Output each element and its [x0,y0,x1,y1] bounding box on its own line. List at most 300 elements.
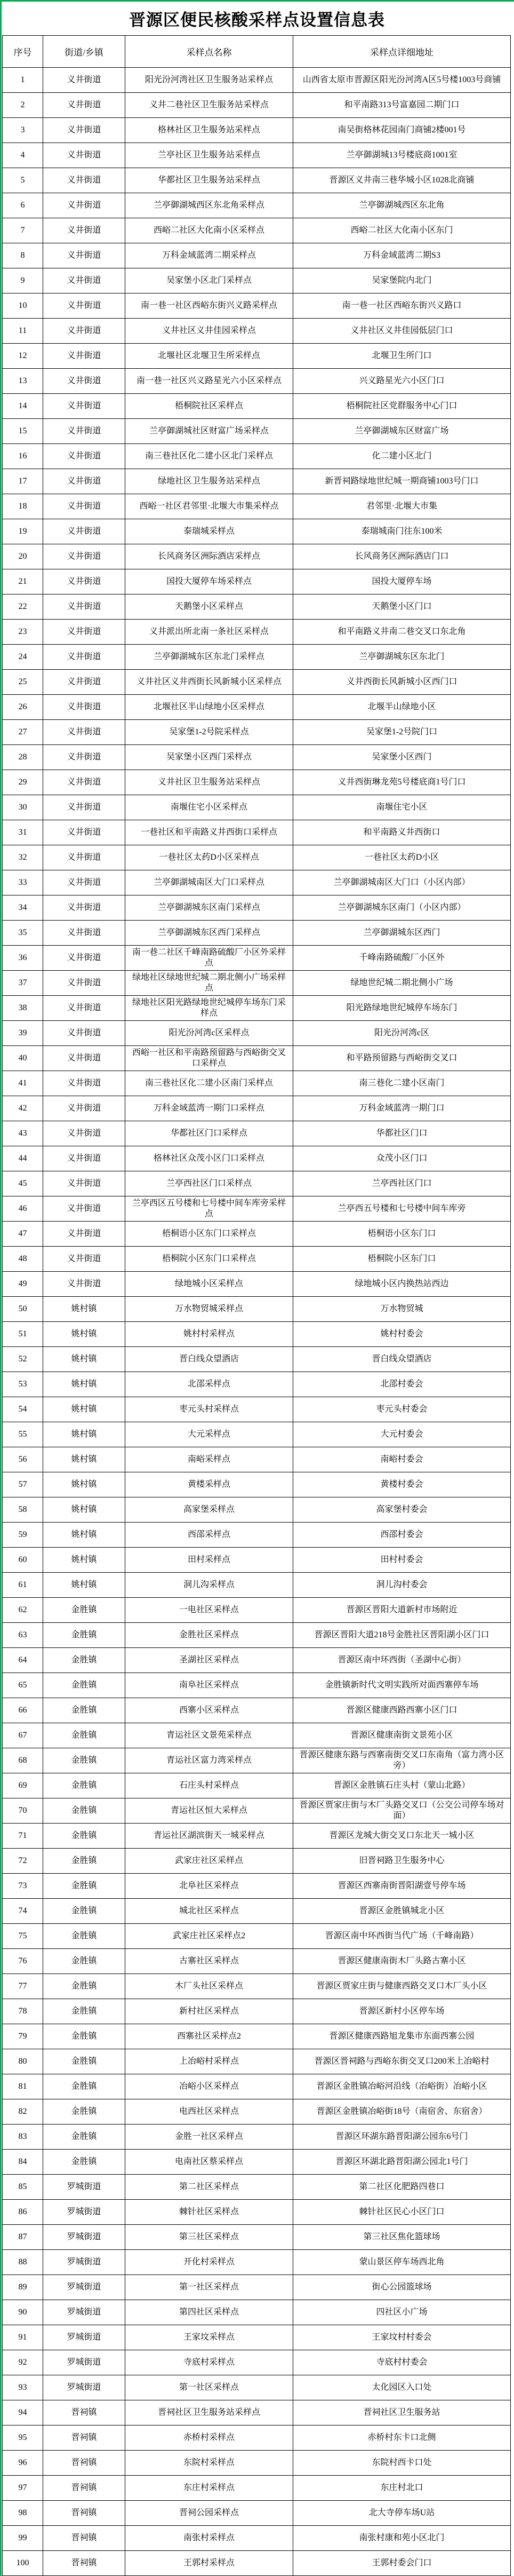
row-number-cell: 33 [3,870,43,895]
row-number-cell: 22 [3,595,43,620]
street-town-cell: 义井街道 [43,544,125,569]
street-town-cell: 义井街道 [43,845,125,870]
table-row [3,1372,511,1397]
row-number-cell: 3 [3,118,43,143]
row-number-cell: 65 [3,1673,43,1698]
table-row [3,820,511,845]
table-row [3,2476,511,2501]
site-name-cell: 万科金域蓝湾二期采样点 [125,243,293,268]
site-name-cell: 北堰社区半山绿地小区采样点 [125,695,293,720]
street-town-cell: 义井街道 [43,344,125,369]
site-address-cell: 万科金域蓝湾一期门口 [293,1096,511,1121]
street-town-cell: 金胜镇 [43,1673,125,1698]
row-number-cell: 44 [3,1146,43,1171]
row-number-cell: 68 [3,1748,43,1773]
street-town-cell: 姚村镇 [43,1372,125,1397]
street-town-cell: 义井街道 [43,1046,125,1071]
site-name-cell: 南张村采样点 [125,2526,293,2551]
site-address-cell: 山西省太原市晋源区阳光汾河湾A区5号楼1003号商铺 [293,68,511,93]
row-number-cell: 28 [3,745,43,770]
street-town-cell: 金胜镇 [43,1698,125,1723]
row-number-cell: 30 [3,795,43,820]
row-number-cell: 45 [3,1171,43,1196]
table-row [3,1548,511,1573]
site-name-cell: 北邵采样点 [125,1372,293,1397]
site-name-cell: 西峪一社区和平南路预留路与西峪街交叉口采样点 [125,1046,293,1071]
site-name-cell: 新村社区采样点 [125,1999,293,2024]
street-town-cell: 义井街道 [43,444,125,469]
street-town-cell: 罗城街道 [43,2375,125,2400]
table-row [3,1748,511,1773]
table-row [3,2350,511,2375]
table-row [3,1999,511,2024]
row-number-cell: 82 [3,2099,43,2125]
street-town-cell: 金胜镇 [43,1648,125,1673]
table-row [3,419,511,444]
site-address-cell: 天鹅堡小区门口 [293,595,511,620]
row-number-cell: 17 [3,469,43,494]
site-address-cell: 兰亭御湖城东区财富广场 [293,419,511,444]
row-number-cell: 83 [3,2125,43,2150]
site-name-cell: 一巷社区太药D小区采样点 [125,845,293,870]
street-town-cell: 罗城街道 [43,2200,125,2225]
row-number-cell: 8 [3,243,43,268]
site-address-cell: 晋源区环湖东路晋阳湖公园东6号门 [293,2125,511,2150]
row-number-cell: 58 [3,1497,43,1523]
street-town-cell: 金胜镇 [43,2074,125,2099]
site-name-cell: 兰亭御湖城西区东北角采样点 [125,193,293,218]
street-town-cell: 姚村镇 [43,1297,125,1322]
row-number-cell: 94 [3,2400,43,2426]
table-row [3,243,511,268]
site-address-cell: 众茂小区门口 [293,1146,511,1171]
site-address-cell: 晋白线众望酒店 [293,1347,511,1372]
site-name-cell: 西峪二社区大化南小区采样点 [125,218,293,243]
site-name-cell: 兰亭御湖城南区大门口采样点 [125,870,293,895]
site-name-cell: 义井二巷社区卫生服务站采样点 [125,93,293,118]
row-number-cell: 80 [3,2049,43,2074]
site-address-cell: 西峪二社区大化南小区东门 [293,218,511,243]
row-number-cell: 34 [3,895,43,921]
site-address-cell: 和平南路义井南二巷交叉口东北角 [293,620,511,645]
street-town-cell: 罗城街道 [43,2225,125,2250]
site-name-cell: 南一巷二社区千峰南路硫酸厂小区外采样点 [125,946,293,971]
site-name-cell: 长风商务区洲际酒店采样点 [125,544,293,569]
site-name-cell: 梧桐院社区采样点 [125,394,293,419]
site-address-cell: 梧桐院小区东门口 [293,1247,511,1272]
street-town-cell: 义井街道 [43,369,125,394]
site-name-cell: 棘针社区采样点 [125,2200,293,2225]
table-row [3,519,511,544]
street-town-cell: 姚村镇 [43,1523,125,1548]
street-town-cell: 姚村镇 [43,1422,125,1447]
row-number-cell: 20 [3,544,43,569]
table-row [3,1698,511,1723]
site-address-cell: 姚村村委会 [293,1322,511,1347]
site-address-cell: 大元村委会 [293,1422,511,1447]
row-number-cell: 21 [3,569,43,595]
table-row [3,1046,511,1071]
street-town-cell: 金胜镇 [43,1798,125,1824]
row-number-cell: 14 [3,394,43,419]
site-name-cell: 古寨社区采样点 [125,1949,293,1974]
site-address-cell: 万科金域蓝湾二期S3 [293,243,511,268]
row-number-cell: 72 [3,1849,43,1874]
table-row [3,294,511,319]
street-town-cell: 义井街道 [43,294,125,319]
row-number-cell: 67 [3,1723,43,1748]
site-name-cell: 晋祠社区卫生服务站采样点 [125,2400,293,2426]
site-name-cell: 王郭村采样点 [125,2551,293,2576]
site-address-cell: 北邵村委会 [293,1372,511,1397]
street-town-cell: 金胜镇 [43,1623,125,1648]
site-address-cell: 晋源区健康西路西寨小区门口 [293,1698,511,1723]
row-number-cell: 41 [3,1071,43,1096]
table-row [3,143,511,168]
row-number-cell: 52 [3,1347,43,1372]
street-town-cell: 金胜镇 [43,1924,125,1949]
site-name-cell: 电西社区采样点 [125,2099,293,2125]
row-number-cell: 66 [3,1698,43,1723]
site-name-cell: 北堰社区北堰卫生所采样点 [125,344,293,369]
page-title: 晋源区便民核酸采样点设置信息表 [129,11,385,29]
table-row [3,1297,511,1322]
table-row [3,2526,511,2551]
site-address-cell: 兰亭御湖城13号楼底商1001室 [293,143,511,168]
site-name-cell: 武家庄社区采样点 [125,1849,293,1874]
site-name-cell: 洞儿沟采样点 [125,1573,293,1598]
site-address-cell: 晋源区新村小区停车场 [293,1999,511,2024]
row-number-cell: 62 [3,1598,43,1623]
table-row [3,1322,511,1347]
row-number-cell: 2 [3,93,43,118]
table-row [3,1347,511,1372]
row-number-cell: 7 [3,218,43,243]
site-name-cell: 青运社区富力湾采样点 [125,1748,293,1773]
site-name-cell: 义井社区义井西街长风新城小区采样点 [125,670,293,695]
row-number-cell: 37 [3,971,43,996]
site-name-cell: 赤桥村采样点 [125,2426,293,2451]
row-number-cell: 95 [3,2426,43,2451]
site-address-cell: 枣元头村委会 [293,1397,511,1422]
table-row [3,544,511,569]
site-address-cell: 晋源区贾家庄街与健康西路交叉口木厂头小区 [293,1974,511,1999]
site-name-cell: 姚村村采样点 [125,1322,293,1347]
street-town-cell: 义井街道 [43,645,125,670]
street-town-cell: 义井街道 [43,193,125,218]
street-town-cell: 义井街道 [43,921,125,946]
row-number-cell: 86 [3,2200,43,2225]
table-row [3,1397,511,1422]
site-address-cell: 晋源区金胜镇冶峪街18号（南宿舍、东宿舍） [293,2099,511,2125]
site-address-cell: 南峪村委会 [293,1447,511,1472]
row-number-cell: 36 [3,946,43,971]
table-row [3,1874,511,1899]
site-name-cell: 城北社区采样点 [125,1899,293,1924]
site-name-cell: 兰亭御湖城东区西门采样点 [125,921,293,946]
street-town-cell: 义井街道 [43,1021,125,1046]
table-row [3,268,511,294]
row-number-cell: 96 [3,2451,43,2476]
site-address-cell: 吴家堡院内北门 [293,268,511,294]
site-address-cell: 街心公园篮球场 [293,2275,511,2300]
row-number-cell: 38 [3,996,43,1021]
row-number-cell: 32 [3,845,43,870]
site-address-cell: 金胜镇新时代文明实践所对面西寨停车场 [293,1673,511,1698]
row-number-cell: 64 [3,1648,43,1673]
table-row [3,895,511,921]
green-edge-top [0,0,514,2]
street-town-cell: 姚村镇 [43,1472,125,1497]
street-town-cell: 罗城街道 [43,2275,125,2300]
site-name-cell: 绿地城小区采样点 [125,1272,293,1297]
street-town-cell: 义井街道 [43,870,125,895]
street-town-cell: 金胜镇 [43,1723,125,1748]
site-address-cell: 兴义路星光六小区门口 [293,369,511,394]
street-town-cell: 姚村镇 [43,1322,125,1347]
table-row [3,1146,511,1171]
site-name-cell: 大元采样点 [125,1422,293,1447]
row-number-cell: 98 [3,2501,43,2526]
table-row [3,2074,511,2099]
street-town-cell: 义井街道 [43,218,125,243]
street-town-cell: 义井街道 [43,68,125,93]
table-row [3,1096,511,1121]
table-row [3,620,511,645]
site-address-cell: 晋源区金胜镇城北小区 [293,1899,511,1924]
street-town-cell: 姚村镇 [43,1548,125,1573]
row-number-cell: 10 [3,294,43,319]
street-town-cell: 义井街道 [43,1096,125,1121]
site-address-cell: 第二社区化肥路四巷口 [293,2175,511,2200]
table-row [3,1598,511,1623]
site-name-cell: 一电社区采样点 [125,1598,293,1623]
row-number-cell: 13 [3,369,43,394]
street-town-cell: 晋祠镇 [43,2451,125,2476]
street-town-cell: 义井街道 [43,971,125,996]
site-address-cell: 东院村西卡口处 [293,2451,511,2476]
row-number-cell: 75 [3,1924,43,1949]
row-number-cell: 91 [3,2325,43,2350]
site-name-cell: 华都社区门口采样点 [125,1121,293,1146]
table-header [3,36,511,68]
table-row [3,1573,511,1598]
row-number-cell: 74 [3,1899,43,1924]
street-town-cell: 金胜镇 [43,1899,125,1924]
site-address-cell: 义井西街长风新城小区西门口 [293,670,511,695]
site-address-cell: 晋源区环湖北路晋阳湖公园北1号门 [293,2150,511,2175]
site-address-cell: 晋源区西寨南街晋阳湖壹号停车场 [293,1874,511,1899]
table-row [3,2426,511,2451]
site-address-cell: 义井西街琳龙苑5号楼底商1号门口 [293,770,511,795]
street-town-cell: 义井街道 [43,795,125,820]
site-name-cell: 兰亭社区卫生服务站采样点 [125,143,293,168]
street-town-cell: 金胜镇 [43,1773,125,1798]
site-address-cell: 兰亭西社区门口 [293,1171,511,1196]
site-address-cell: 南一巷一社区西峪东街兴义路口 [293,294,511,319]
table-row [3,2024,511,2049]
site-name-cell: 格林社区卫生服务站采样点 [125,118,293,143]
site-name-cell: 国投大厦停车场采样点 [125,569,293,595]
sampling-points-table [2,35,511,2576]
row-number-cell: 100 [3,2551,43,2576]
street-town-cell: 金胜镇 [43,2125,125,2150]
street-town-cell: 义井街道 [43,319,125,344]
table-row [3,1447,511,1472]
site-address-cell: 洞儿沟村委会 [293,1573,511,1598]
table-row [3,745,511,770]
street-town-cell: 晋祠镇 [43,2551,125,2576]
street-town-cell: 义井街道 [43,620,125,645]
site-name-cell: 义井派出所北南一条社区采样点 [125,620,293,645]
street-town-cell: 金胜镇 [43,1974,125,1999]
site-name-cell: 第三社区采样点 [125,2225,293,2250]
site-name-cell: 吴家堡1-2号院采样点 [125,720,293,745]
street-town-cell: 晋祠镇 [43,2400,125,2426]
street-town-cell: 义井街道 [43,394,125,419]
site-address-cell: 四社区小广场 [293,2300,511,2325]
site-address-cell: 和平路预留路与西峪街交叉口 [293,1046,511,1071]
table-row [3,494,511,519]
table-row [3,1472,511,1497]
site-address-cell: 晋源区金胜镇冶峪河沿线（冶峪街）冶峪小区 [293,2074,511,2099]
row-number-cell: 9 [3,268,43,294]
row-number-cell: 49 [3,1272,43,1297]
row-number-cell: 24 [3,645,43,670]
site-address-cell: 泰瑞城南门往东100米 [293,519,511,544]
table-row [3,469,511,494]
column-header-index: 序号 [3,36,43,68]
row-number-cell: 92 [3,2350,43,2375]
table-row [3,1924,511,1949]
site-address-cell: 和平南路义井西街口 [293,820,511,845]
site-name-cell: 兰亭西区五号楼和七号楼中间车库旁采样点 [125,1196,293,1222]
site-address-cell: 高家堡村委会 [293,1497,511,1523]
site-address-cell: 晋祠社区卫生服务站 [293,2400,511,2426]
street-town-cell: 姚村镇 [43,1447,125,1472]
site-name-cell: 兰亭西社区门口采样点 [125,1171,293,1196]
row-number-cell: 11 [3,319,43,344]
row-number-cell: 59 [3,1523,43,1548]
table-row [3,93,511,118]
row-number-cell: 84 [3,2150,43,2175]
row-number-cell: 1 [3,68,43,93]
row-number-cell: 71 [3,1824,43,1849]
table-row [3,193,511,218]
site-name-cell: 高家堡采样点 [125,1497,293,1523]
site-name-cell: 梧桐语小区东门口采样点 [125,1222,293,1247]
site-name-cell: 武家庄社区采样点2 [125,1924,293,1949]
row-number-cell: 87 [3,2225,43,2250]
row-number-cell: 97 [3,2476,43,2501]
table-row [3,870,511,895]
site-address-cell: 化二建小区北门 [293,444,511,469]
table-row [3,118,511,143]
street-town-cell: 金胜镇 [43,1849,125,1874]
row-number-cell: 90 [3,2300,43,2325]
site-name-cell: 南堰住宅小区采样点 [125,795,293,820]
table-row [3,1648,511,1673]
site-address-cell: 第三社区焦化篮球场 [293,2225,511,2250]
row-number-cell: 93 [3,2375,43,2400]
table-row [3,2099,511,2125]
site-name-cell: 万科金域蓝湾一期门口采样点 [125,1096,293,1121]
column-header-street-town: 街道/乡镇 [43,36,125,68]
street-town-cell: 义井街道 [43,93,125,118]
site-name-cell: 东院村采样点 [125,2451,293,2476]
site-address-cell: 南张村康和苑小区北门 [293,2526,511,2551]
street-town-cell: 金胜镇 [43,2150,125,2175]
site-name-cell: 南阜社区采样点 [125,1673,293,1698]
street-town-cell: 义井街道 [43,1247,125,1272]
table-row [3,444,511,469]
site-address-cell: 绿地世纪城二期北侧小广场 [293,971,511,996]
row-number-cell: 81 [3,2074,43,2099]
table-row [3,68,511,93]
street-town-cell: 义井街道 [43,494,125,519]
site-address-cell: 王郭村委会门口 [293,2551,511,2576]
site-name-cell: 天鹅堡小区采样点 [125,595,293,620]
table-row [3,1798,511,1824]
row-number-cell: 47 [3,1222,43,1247]
site-name-cell: 一巷社区和平南路义井西街口采样点 [125,820,293,845]
table-row [3,595,511,620]
site-address-cell: 长风商务区洲际酒店门口 [293,544,511,569]
site-name-cell: 西邵采样点 [125,1523,293,1548]
site-name-cell: 南三巷社区化二建小区北门采样点 [125,444,293,469]
row-number-cell: 60 [3,1548,43,1573]
site-name-cell: 南一巷一社区西峪东街兴义路采样点 [125,294,293,319]
row-number-cell: 61 [3,1573,43,1598]
site-address-cell: 绿地城小区内换热站西边 [293,1272,511,1297]
table-row [3,1196,511,1222]
site-name-cell: 冶峪小区采样点 [125,2074,293,2099]
site-address-cell: 兰亭御湖城东区西门 [293,921,511,946]
row-number-cell: 70 [3,1798,43,1824]
table-row [3,1523,511,1548]
site-name-cell: 金胜一社区采样点 [125,2125,293,2150]
row-number-cell: 26 [3,695,43,720]
table-row [3,2501,511,2526]
site-name-cell: 南一巷一社区兴义路星光六小区采样点 [125,369,293,394]
site-address-cell: 晋源区龙城大街交叉口东北天一城小区 [293,1824,511,1849]
street-town-cell: 罗城街道 [43,2350,125,2375]
table-row [3,2250,511,2275]
row-number-cell: 57 [3,1472,43,1497]
site-name-cell: 第一社区采样点 [125,2275,293,2300]
row-number-cell: 46 [3,1196,43,1222]
table-row [3,2375,511,2400]
site-address-cell: 田村村委会 [293,1548,511,1573]
row-number-cell: 99 [3,2526,43,2551]
table-row [3,2175,511,2200]
site-name-cell: 晋祠公园采样点 [125,2501,293,2526]
site-name-cell: 南三巷社区化二建小区南门采样点 [125,1071,293,1096]
site-name-cell: 石庄头村采样点 [125,1773,293,1798]
row-number-cell: 43 [3,1121,43,1146]
table-row [3,2125,511,2150]
site-name-cell: 西寨小区采样点 [125,1698,293,1723]
street-town-cell: 义井街道 [43,168,125,193]
site-name-cell: 黄楼采样点 [125,1472,293,1497]
site-name-cell: 梧桐院小区东门口采样点 [125,1247,293,1272]
site-address-cell: 王家坟村村委会 [293,2325,511,2350]
street-town-cell: 义井街道 [43,895,125,921]
table-row [3,1773,511,1798]
site-name-cell: 田村采样点 [125,1548,293,1573]
street-town-cell: 义井街道 [43,996,125,1021]
site-name-cell: 上冶峪村采样点 [125,2049,293,2074]
